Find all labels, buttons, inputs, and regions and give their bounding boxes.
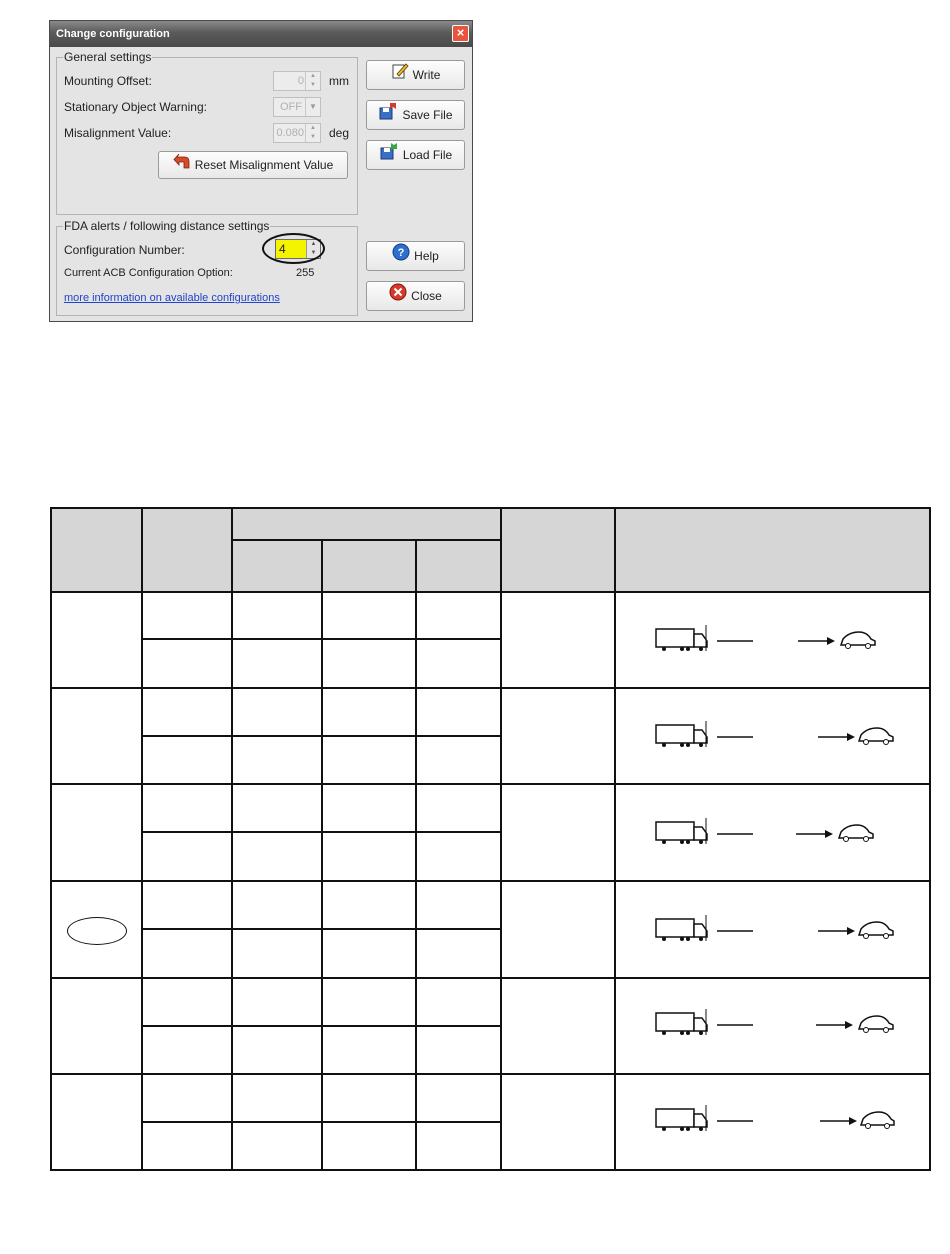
help-label: Help (414, 249, 439, 263)
dialog-titlebar[interactable] (50, 21, 472, 47)
subrow-line (141, 1025, 502, 1027)
general-settings-title: General settings (64, 50, 152, 64)
load-file-label: Load File (402, 148, 453, 162)
scene-row-3 (655, 818, 885, 852)
truck-icon (656, 1105, 707, 1131)
load-file-button[interactable] (366, 140, 465, 170)
table-border-left (50, 507, 52, 1171)
truck-icon (656, 915, 707, 941)
config-number-highlight-oval (262, 233, 325, 264)
subrow-line (141, 831, 502, 833)
change-configuration-dialog (49, 20, 473, 322)
row-line (50, 977, 931, 979)
row-line (50, 783, 931, 785)
reset-misalignment-button[interactable] (158, 151, 348, 179)
scene-row-1 (655, 625, 885, 659)
car-icon (859, 1016, 893, 1033)
misalignment-spinner-icon[interactable]: ▲ ▼ (305, 124, 320, 142)
row-line (50, 687, 931, 689)
mounting-offset-input[interactable] (273, 71, 321, 91)
col-line (614, 507, 616, 1171)
svg-text:?: ? (397, 246, 405, 259)
save-file-icon (378, 102, 398, 130)
row-line (50, 1073, 931, 1075)
close-button[interactable] (366, 281, 465, 311)
write-button[interactable] (366, 60, 465, 90)
car-icon (859, 922, 893, 939)
stationary-warning-select[interactable] (273, 97, 321, 117)
close-label: Close (411, 289, 442, 303)
misalignment-input[interactable] (273, 123, 321, 143)
save-file-button[interactable] (366, 100, 465, 130)
misalignment-value: 0.080 (276, 127, 304, 139)
current-acb-value: 255 (296, 267, 315, 279)
close-circle-icon (389, 283, 407, 311)
header-subline (231, 539, 502, 541)
write-icon (391, 62, 409, 90)
mounting-offset-spinner-icon[interactable]: ▲ ▼ (305, 72, 320, 90)
subrow-line (141, 638, 502, 640)
car-icon (839, 825, 873, 842)
config-number-label: Configuration Number: (64, 243, 185, 257)
subrow-line (141, 735, 502, 737)
misalignment-unit: deg (329, 126, 350, 140)
reset-icon (173, 153, 191, 179)
chevron-down-icon[interactable]: ▼ (305, 98, 320, 116)
save-file-label: Save File (402, 108, 453, 122)
table-border-right (929, 507, 931, 1171)
col-line (500, 507, 502, 1171)
mounting-offset-label: Mounting Offset: (64, 74, 152, 88)
car-icon (859, 728, 893, 745)
scene-row-5 (655, 1009, 895, 1043)
misalignment-label: Misalignment Value: (64, 126, 172, 140)
config-number-value: 4 (279, 242, 286, 256)
table-header (50, 507, 931, 591)
write-label: Write (412, 68, 441, 82)
current-acb-label: Current ACB Configuration Option: (64, 267, 233, 279)
selected-config-oval (67, 917, 127, 945)
car-icon (841, 632, 875, 649)
col-line (321, 539, 323, 1171)
table-border-bottom (50, 1169, 931, 1171)
col-line (141, 507, 143, 1171)
configuration-table (50, 507, 931, 1171)
mounting-offset-value: 0 (297, 75, 304, 87)
truck-icon (656, 625, 707, 651)
row-line (50, 591, 931, 593)
scene-row-6 (655, 1105, 895, 1139)
help-icon (392, 243, 410, 271)
table-border-top (50, 507, 931, 509)
col-line (231, 507, 233, 1171)
reset-misalignment-label: Reset Misalignment Value (194, 158, 334, 172)
more-info-link[interactable]: more information on available configurations (64, 292, 280, 304)
car-icon (861, 1112, 894, 1129)
subrow-line (141, 1121, 502, 1123)
mounting-offset-unit: mm (329, 74, 349, 88)
stationary-warning-label: Stationary Object Warning: (64, 100, 207, 114)
col-line (415, 539, 417, 1171)
config-number-spinner-icon[interactable]: ▲ ▼ (306, 240, 320, 258)
truck-icon (656, 818, 707, 844)
load-file-icon (379, 142, 399, 170)
subrow-line (141, 928, 502, 930)
fda-settings-title: FDA alerts / following distance settings (64, 219, 270, 233)
help-button[interactable] (366, 241, 465, 271)
scene-row-4 (655, 915, 895, 949)
dialog-title: Change configuration (56, 28, 170, 40)
stationary-warning-value: OFF (280, 101, 302, 113)
truck-icon (656, 721, 707, 747)
close-icon[interactable]: × (452, 25, 469, 42)
truck-icon (656, 1009, 707, 1035)
scene-row-2 (655, 721, 895, 755)
row-line (50, 880, 931, 882)
